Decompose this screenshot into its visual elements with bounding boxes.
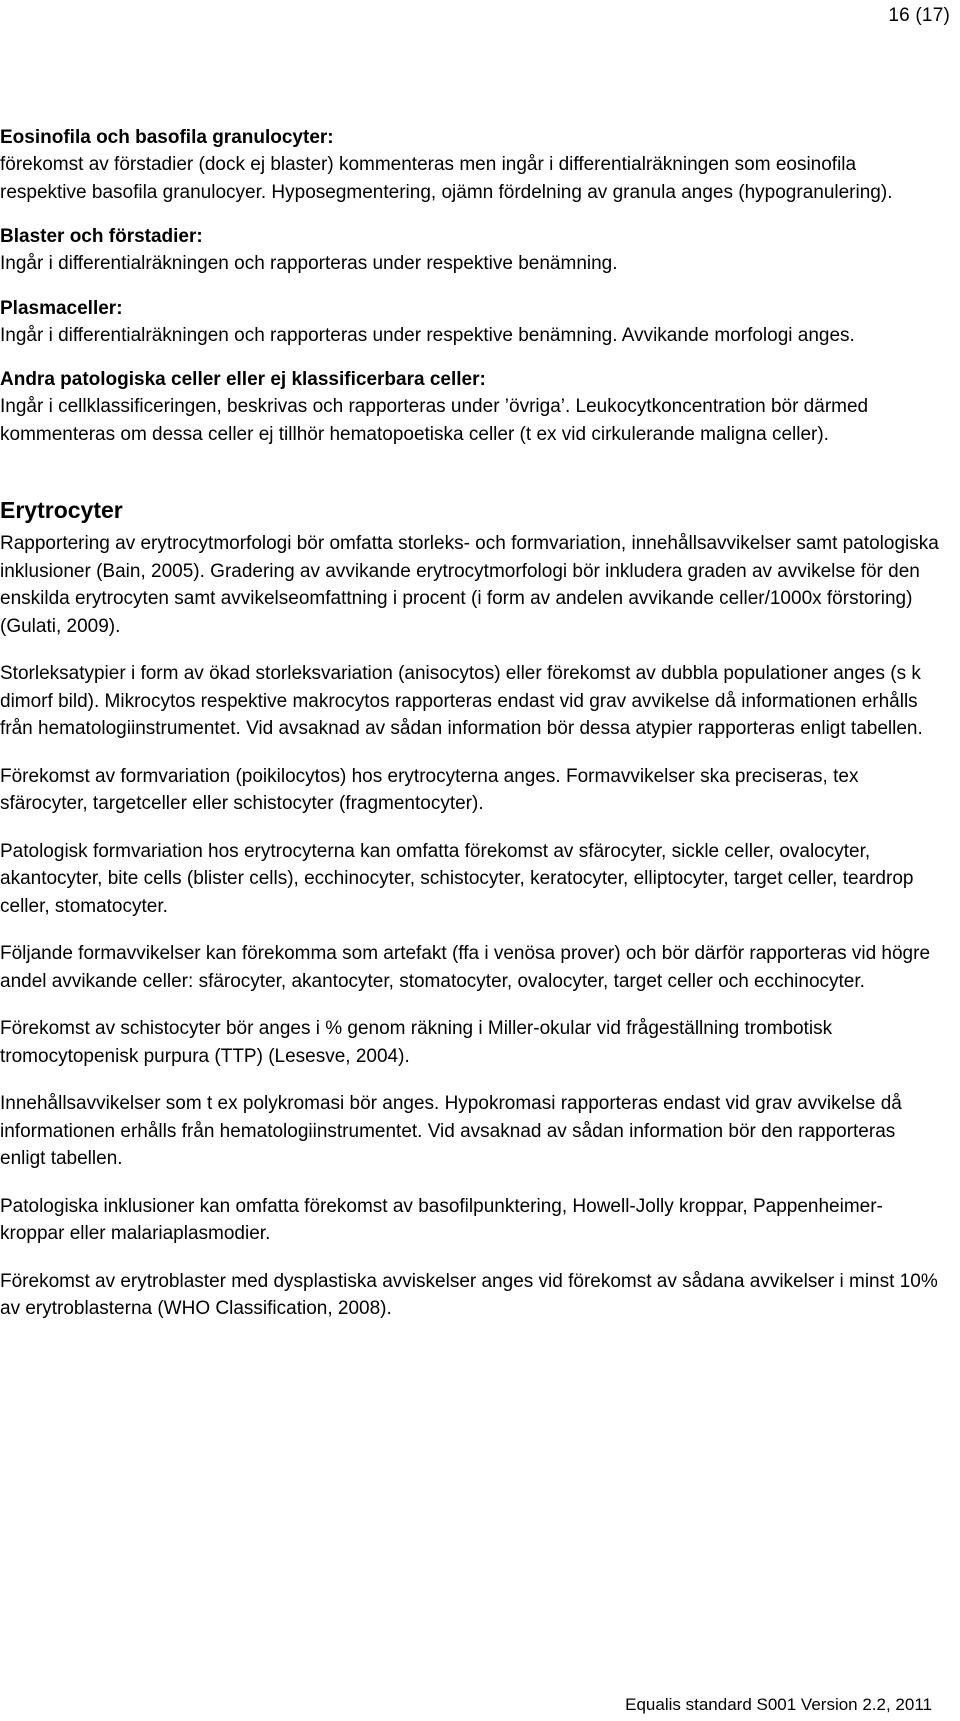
paragraph: Patologisk formvariation hos erytrocyterna kan omfatta förekomst av sfärocyter, sickle celler, ovalocyter, akantocyter, bite cells (blister cells), ecchinocyter, schistocyter, keratocyter, elliptocyter, target celler, teardrop celler, stomatocyter. [0, 840, 914, 917]
paragraph: Innehållsavvikelser som t ex polykromasi bör anges. Hypokromasi rapporteras endast vid grav avvikelse då informationen erhålls från hematologiinstrumentet. Vid avsaknad av sådan information bör den rapporteras enligt tabellen. [0, 1093, 902, 1169]
paragraph-eosinofila-basofila: förekomst av förstadier (dock ej blaster) kommenteras men ingår i differentialräkningen som eosinofila respektive basofila granulocyer. Hyposegmentering, ojämn fördelning av granula anges (hypogranulering). [0, 154, 893, 203]
section-plasmaceller [0, 295, 940, 350]
footer-version: Equalis standard S001 Version 2.2, 2011 [625, 1695, 932, 1714]
paragraph: Storleksatypier i form av ökad storleksvariation (anisocytos) eller förekomst av dubbla populationer anges (s k dimorf bild). Mikrocytos respektive makrocytos rapporteras endast vid grav avvikelse då informationen erhålls från hematologiinstrumentet. Vid avsaknad av sådan information bör dessa atypier rapporteras enligt tabellen. [0, 663, 923, 739]
paragraph: Förekomst av schistocyter bör anges i % genom räkning i Miller-okular vid frågeställning trombotisk tromocytopenisk purpura (TTP) (Lesesve, 2004). [0, 1018, 833, 1067]
paragraph-blaster: Ingår i differentialräkningen och rapporteras under respektive benämning. [0, 253, 618, 274]
paragraph: Förekomst av erytroblaster med dysplastiska avviskelser anges vid förekomst av sådana avvikelser i minst 10% av erytroblasterna (WHO Classification, 2008). [0, 1270, 938, 1319]
paragraph: Patologiska inklusioner kan omfatta förekomst av basofilpunktering, Howell-Jolly kroppar, Pappenheimer-kroppar eller malariaplasmodier. [0, 1195, 883, 1244]
section-erytrocyter [0, 495, 940, 1323]
paragraph: Rapportering av erytrocytmorfologi bör omfatta storleks- och formvariation, innehållsavvikelser samt patologiska inklusioner (Bain, 2005). Gradering av avvikande erytrocytmorfologi bör inkludera graden av avvikelse för den enskilda erytrocyten samt avvikelseomfattning i procent (i form av andelen avvikande celler/1000x förstoring) (Gulati, 2009). [0, 533, 939, 637]
paragraph: Förekomst av formvariation (poikilocytos) hos erytrocyterna anges. Formavvikelser ska preciseras, tex sfärocyter, targetceller eller schistocyter (fragmentocyter). [0, 765, 859, 814]
paragraph-andra-patologiska: Ingår i cellklassificeringen, beskrivas och rapporteras under ’övriga’. Leukocytkoncentration bör därmed kommenteras om dessa celler ej tillhör hematopoetiska celler (t ex vid cirkulerande maligna celler). [0, 396, 869, 445]
subheading-andra-patologiska: Andra patologiska celler eller ej klassificerbara celler: [0, 369, 486, 390]
paragraph: Följande formavvikelser kan förekomma som artefakt (ffa i venösa prover) och bör därför rapporteras vid högre andel avvikande celler: sfärocyter, akantocyter, stomatocyter, ovalocyter, target celler och ecchinocyter. [0, 943, 931, 992]
subheading-eosinofila-basofila: Eosinofila och basofila granulocyter: [0, 127, 334, 148]
paragraph-plasmaceller: Ingår i differentialräkningen och rapporteras under respektive benämning. Avvikande morfologi anges. [0, 324, 855, 346]
section-andra-patologiska [0, 366, 940, 448]
subheading-blaster: Blaster och förstadier: [0, 226, 203, 247]
section-blaster [0, 223, 940, 278]
section-title-erytrocyter: Erytrocyter [0, 497, 123, 523]
page-number: 16 (17) [888, 5, 950, 26]
subheading-plasmaceller: Plasmaceller: [0, 297, 123, 319]
section-eosinofila-basofila [0, 124, 940, 206]
document-body [0, 124, 940, 1343]
